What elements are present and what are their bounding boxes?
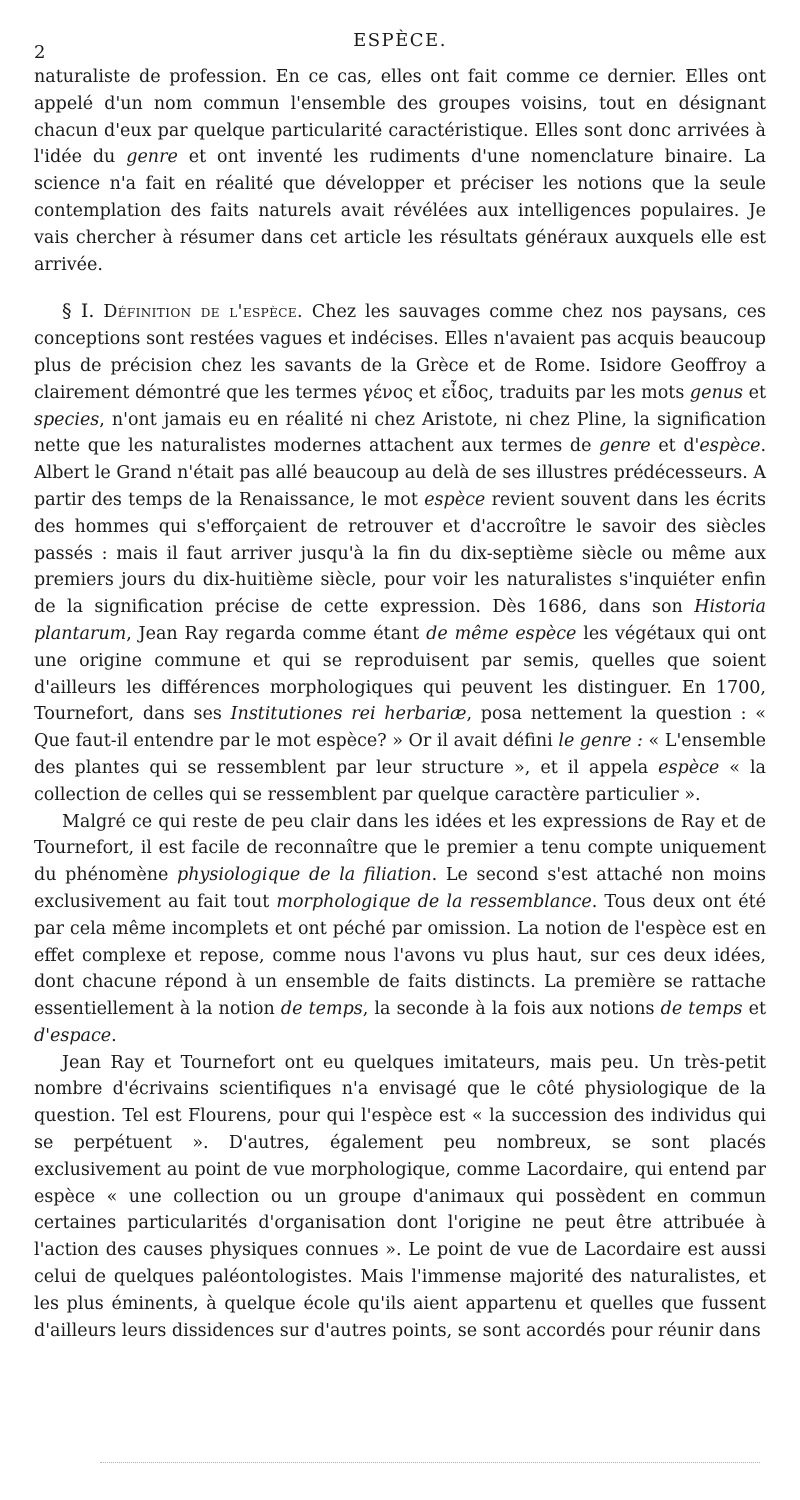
footer-rule — [100, 1462, 760, 1463]
p2-text-f: . — [111, 1025, 117, 1046]
s1-italic-meme-espece: de même espèce — [426, 623, 577, 644]
body-text — [34, 64, 766, 1344]
running-title: ESPÈCE. — [353, 30, 447, 51]
s1-text-c: , n'ont jamais eu en réalité ni chez Aristote, ni chez Pline, la signification nette que les naturalistes modernes attachent aux termes de — [34, 409, 766, 457]
p2-text-c: . Tous deux ont été par cela même incomplets et ont péché par omission. La notion de l'espèce est en effet complexe et repose, comme nous l'avons vu plus haut, sur ces deux idées, dont chacune répond à un ensemble de faits distincts. La première se rattache essentiellement à la notion — [34, 891, 767, 1020]
section-heading: Définition de l'espèce. — [103, 302, 303, 323]
intro-italic-genre: genre — [126, 147, 178, 168]
p2-italic-morpho: morphologique de la ressemblance — [276, 891, 592, 912]
s1-text-j: « L'ensemble des plantes qui se ressemblent par leur structure », et il appela — [34, 731, 767, 778]
s1-text-e: . Albert le Grand n'était pas allé beaucoup au delà de ses illustres prédécesseurs. A partir des temps de la Renaissance, le mot — [34, 436, 767, 510]
p2-text-a: Malgré ce qui reste de peu clair dans les idées et les expressions de Ray et de Tournefort, il est facile de reconnaître que le premier a tenu compte uniquement du phénomène — [34, 811, 766, 886]
s1-italic-species: species — [34, 409, 100, 430]
running-head — [34, 28, 766, 63]
p2-text-d: , la seconde à la fois aux notions — [362, 999, 661, 1020]
s1-italic-genus: genus — [689, 382, 744, 403]
p2-italic-espace: d'espace — [34, 1025, 112, 1046]
s1-italic-le-genre: le genre : — [558, 731, 643, 752]
s1-italic-historia: Historia plantarum — [34, 597, 766, 644]
s1-text-g: , Jean Ray regarda comme étant — [126, 623, 427, 644]
section-gap — [34, 278, 766, 298]
s1-text-f: revient souvent dans les écrits des hommes qui s'efforçaient de retrouver et d'accroître le savoir des siècles passés : mais il faut arriver jusqu'à la fin du dix-septième siècle ou même aux premiers jours du dix-huitième siècle, pour voir les naturalistes s'inquiéter enfin de la signification précise de cette expression. Dès 1686, dans son — [34, 489, 766, 618]
s1-text-h: les végétaux qui ont une origine commune et qui se reproduisent par semis, quelles que soient d'ailleurs les différences morphologiques qui peuvent les distinguer. En 1700, Tournefort, dans ses — [34, 623, 766, 725]
page-number: 2 — [34, 42, 47, 63]
p3-text: Jean Ray et Tournefort ont eu quelques imitateurs, mais peu. Un très-petit nombre d'écrivains scientifiques n'a envisagé que le côté physiologique de la question. Tel est Flourens, pour qui l'espèce est « la succession des individus qui se perpétuent ». D'autres, également peu nombreux, se sont placés exclusivement au point de vue morphologique, comme Lacordaire, qui entend par espèce « une collection ou un groupe d'animaux qui possèdent en commun certaines particularités d'organisation dont l'origine ne peut être attribuée à l'action des causes physiques connues ». Le point de vue de Lacordaire est aussi celui de quelques paléontologistes. Mais l'immense majorité des naturalistes, et les plus éminents, à quelque école qu'ils aient appartenu et quelles que fussent d'ailleurs leurs dissidences sur d'autres points, se sont accordés pour réunir dans — [34, 1052, 766, 1341]
s1-italic-espece-2: espèce — [424, 489, 486, 510]
intro-paragraph — [34, 64, 766, 278]
p2-italic-temps: de temps — [280, 999, 363, 1020]
s1-italic-institutiones: Institutiones rei herbariæ — [230, 704, 467, 725]
s1-italic-genre: genre — [599, 436, 651, 457]
paragraph-3 — [34, 1050, 766, 1345]
s1-italic-espece: espèce — [699, 436, 761, 457]
intro-text-1: naturaliste de profession. En ce cas, elles ont fait comme ce dernier. Elles ont appelé d'un nom commun l'ensemble des groupes voisins, tout en désignant chacun d'eux par quelque particularité caractéristique. Elles sont donc arrivées à l'idée du — [34, 67, 766, 168]
book-page — [34, 28, 767, 1341]
s1-text-k: « la collection de celles qui se ressemblent par quelque caractère particulier ». — [34, 757, 766, 805]
p2-italic-temps-2: de temps — [660, 999, 743, 1020]
p2-italic-physio: physiologique de la filiation — [177, 865, 432, 886]
intro-text-2: et ont inventé les rudiments d'une nomenclature binaire. La science n'a fait en réalité que développer et préciser les notions que la seule contemplation des faits naturels avait révélées aux intelligences populaires. Je vais chercher à résumer dans cet article les résultats généraux auxquels elle est arrivée. — [34, 147, 766, 275]
p2-text-e: et — [742, 999, 766, 1020]
s1-text-d: et d' — [650, 436, 700, 457]
s1-text-a: Chez les sauvages comme chez nos paysans, ces conceptions sont restées vagues et indécises. Elles n'avaient pas acquis beaucoup plus de précision chez les savants de la Grèce et de Rome. Isidore Geoffroy a clairement démontré que les termes γένος et εἶδος, traduits par les mots — [34, 302, 766, 403]
paragraph-2 — [34, 809, 766, 1050]
section1-paragraph — [34, 298, 766, 808]
p2-text-b: . Le second s'est attaché non moins exclusivement au fait tout — [34, 865, 766, 912]
section-mark: § I. — [62, 300, 95, 323]
s1-text-i: , posa nettement la question : « Que faut-il entendre par le mot espèce? » Or il avait défini — [34, 704, 767, 752]
s1-text-b: et — [743, 382, 766, 403]
s1-italic-espece-3: espèce — [658, 757, 720, 778]
